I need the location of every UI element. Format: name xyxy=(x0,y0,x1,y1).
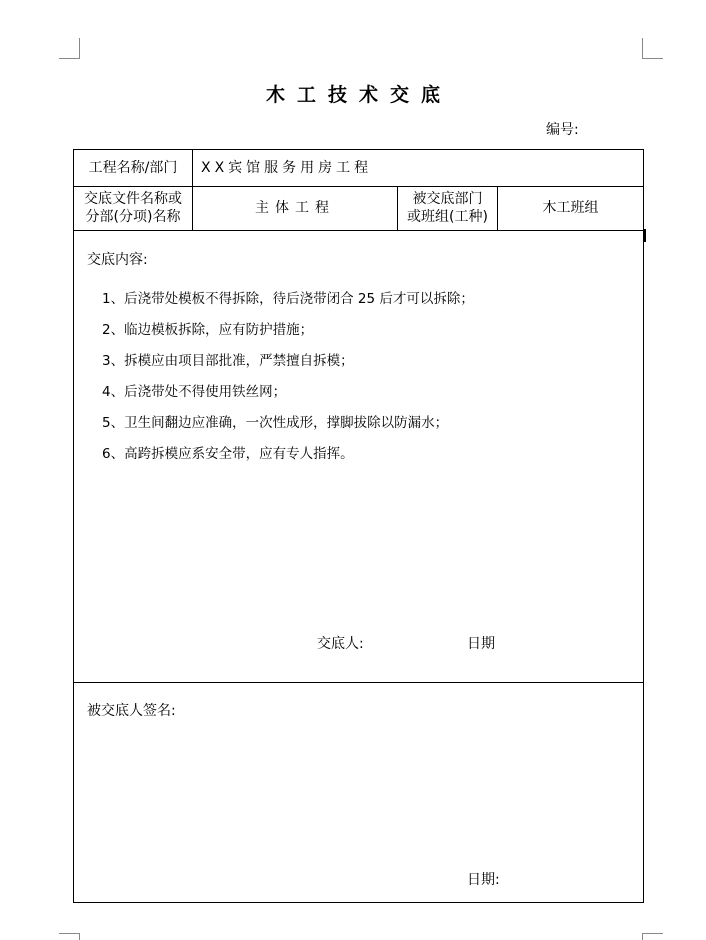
document-name-label-line2: 分部(分项)名称 xyxy=(85,209,181,225)
row-divider xyxy=(74,230,643,231)
content-label: 交底内容: xyxy=(87,252,148,268)
disclosure-items-list xyxy=(102,284,474,470)
crop-mark-top-left xyxy=(59,38,80,59)
project-name-label: 工程名称/部门 xyxy=(88,160,178,176)
disclosure-date-label: 日期 xyxy=(467,636,495,652)
document-name-label xyxy=(74,186,192,230)
signature-label: 被交底人签名: xyxy=(87,703,176,719)
team-label-line2: 或班组(工种) xyxy=(407,209,488,225)
serial-number-label: 编号: xyxy=(546,122,579,138)
document-name-value[interactable]: 主体工程 xyxy=(255,200,335,216)
text-cursor xyxy=(644,229,646,242)
list-item: 6、高跨拆模应系安全带，应有专人指挥。 xyxy=(102,446,354,462)
list-item: 4、后浇带处不得使用铁丝网； xyxy=(102,384,287,400)
team-label-line1: 被交底部门 xyxy=(412,191,483,207)
document-name-label-line1: 交底文件名称或 xyxy=(84,191,182,207)
discloser-label: 交底人: xyxy=(317,636,364,652)
document-title: 木工技术交底 xyxy=(265,84,452,106)
list-item: 1、后浇带处模板不得拆除，待后浇带闭合 25 后才可以拆除； xyxy=(102,291,474,307)
row-divider xyxy=(74,682,643,683)
crop-mark-top-right xyxy=(642,38,663,59)
list-item: 5、卫生间翻边应准确，一次性成形，撑脚拔除以防漏水； xyxy=(102,415,449,431)
team-value[interactable]: 木工班组 xyxy=(542,200,599,216)
signature-date-label: 日期: xyxy=(467,872,500,888)
list-item: 3、拆模应由项目部批准，严禁擅自拆模； xyxy=(102,353,354,369)
project-name-value[interactable]: XX宾馆服务用房工程 xyxy=(201,160,373,176)
disclosure-form xyxy=(73,149,644,903)
list-item: 2、临边模板拆除，应有防护措施； xyxy=(102,322,314,338)
team-label xyxy=(398,186,497,230)
